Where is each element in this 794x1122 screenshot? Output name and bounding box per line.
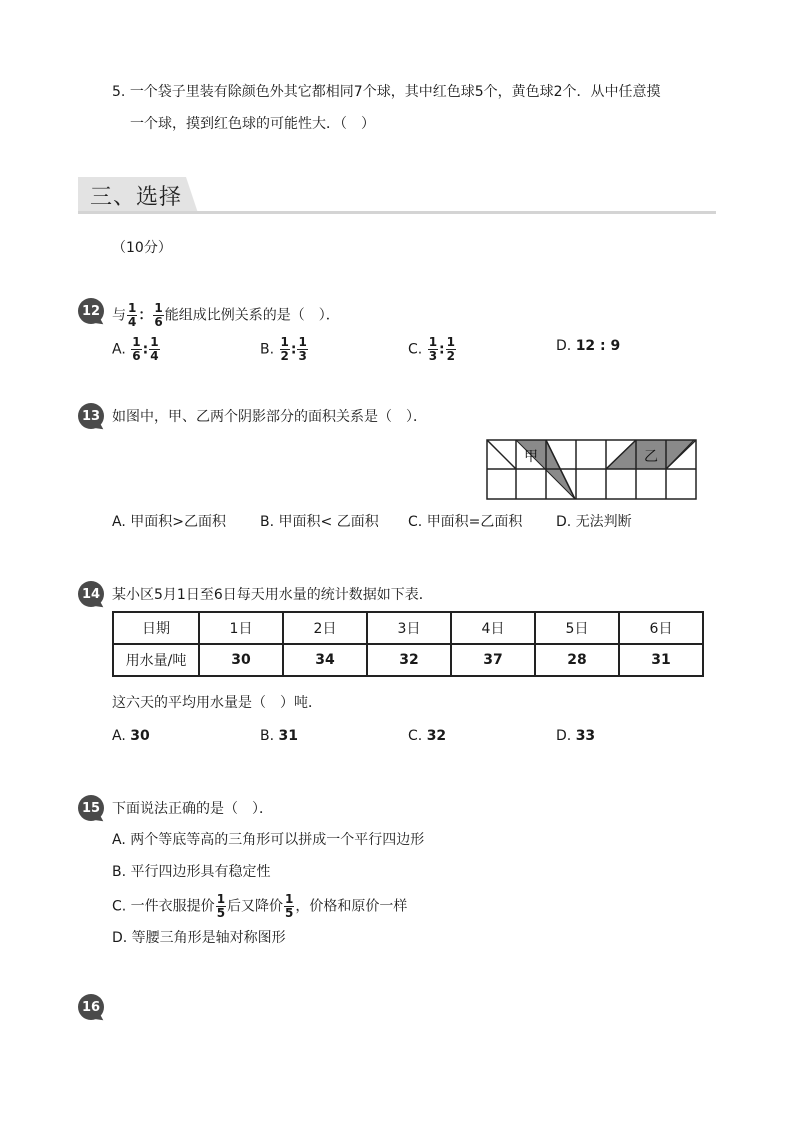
table-cell-date: 4日 bbox=[451, 612, 535, 644]
section-score: （10分） bbox=[112, 240, 172, 256]
table-cell-date: 2日 bbox=[283, 612, 367, 644]
section-header bbox=[78, 177, 716, 213]
table-cell-value: 28 bbox=[535, 644, 619, 676]
table-row-usage bbox=[113, 644, 703, 676]
q15-stem: 下面说法正确的是（ ）． bbox=[112, 801, 273, 817]
section-rule bbox=[78, 211, 716, 214]
table-cell-date: 3日 bbox=[367, 612, 451, 644]
label-jia: 甲 bbox=[524, 449, 538, 465]
q15-option-c[interactable]: C. 一件衣服提价 $\frac{1}{5}$ 后又降价 $\frac{1}{5}$ ，价格和原价一样 bbox=[112, 892, 408, 920]
table-cell-date: 1日 bbox=[199, 612, 283, 644]
table-cell-value: 31 bbox=[619, 644, 703, 676]
q14-option-c[interactable]: C. 32 bbox=[408, 728, 447, 744]
table-cell-value: 30 bbox=[199, 644, 283, 676]
q14-option-d[interactable]: D. 33 bbox=[556, 728, 596, 744]
q5-line2: 一个球，摸到红色球的可能性大．（ ） bbox=[130, 116, 375, 132]
q13-stem: 如图中，甲、乙两个阴影部分的面积关系是（ ）． bbox=[112, 409, 427, 425]
table-header-date: 日期 bbox=[113, 612, 199, 644]
q13-option-c[interactable]: C. 甲面积=乙面积 bbox=[408, 514, 523, 530]
q12-colon: ： bbox=[138, 307, 153, 324]
table-cell-date: 6日 bbox=[619, 612, 703, 644]
q12-stem-post: 能组成比例关系的是（ ）． bbox=[164, 307, 340, 324]
q12-stem-pre: 与 bbox=[112, 307, 126, 324]
q5-line1 bbox=[112, 82, 661, 102]
water-usage-table bbox=[112, 611, 704, 677]
q14-option-a[interactable]: A. 30 bbox=[112, 728, 150, 744]
q12-option-c[interactable]: C. $\frac{1}{3}$ : $\frac{1}{2}$ bbox=[408, 335, 456, 363]
q15-fraction-2: $\frac{1}{5}$ bbox=[285, 892, 294, 920]
q12-option-d[interactable]: D. 12 : 9 bbox=[556, 338, 621, 354]
table-header-usage: 用水量/吨 bbox=[113, 644, 199, 676]
q13-option-b[interactable]: B. 甲面积< 乙面积 bbox=[260, 514, 379, 530]
q13-badge: 13 bbox=[78, 403, 104, 429]
q12-stem bbox=[112, 302, 340, 329]
q15-fraction-1: $\frac{1}{5}$ bbox=[216, 892, 226, 920]
q16-badge: 16 bbox=[78, 994, 104, 1020]
q12-option-b[interactable]: B. $\frac{1}{2}$ : $\frac{1}{3}$ bbox=[260, 335, 307, 363]
table-cell-date: 5日 bbox=[535, 612, 619, 644]
q14-question: 这六天的平均用水量是（ ）吨． bbox=[112, 695, 322, 711]
q14-badge: 14 bbox=[78, 581, 104, 607]
table-row-dates bbox=[113, 612, 703, 644]
q12-fraction-1: $\frac{1}{4}$ bbox=[128, 301, 137, 329]
q5-number: 5. bbox=[112, 84, 126, 100]
q12-option-a[interactable]: A. $\frac{1}{6}$ : $\frac{1}{4}$ bbox=[112, 335, 159, 363]
section-title: 三、选择 bbox=[90, 185, 183, 210]
q15-badge: 15 bbox=[78, 795, 104, 821]
q5-text-line1: 一个袋子里装有除颜色外其它都相同7个球，其中红色球5个，黄色球2个．从中任意摸 bbox=[129, 84, 661, 100]
table-cell-value: 32 bbox=[367, 644, 451, 676]
label-yi: 乙 bbox=[644, 449, 658, 465]
q15-option-b[interactable]: B. 平行四边形具有稳定性 bbox=[112, 864, 271, 880]
q13-option-a[interactable]: A. 甲面积>乙面积 bbox=[112, 514, 226, 530]
q15-option-d[interactable]: D. 等腰三角形是轴对称图形 bbox=[112, 930, 286, 946]
table-cell-value: 37 bbox=[451, 644, 535, 676]
q15-option-a[interactable]: A. 两个等底等高的三角形可以拼成一个平行四边形 bbox=[112, 832, 425, 848]
q13-option-d[interactable]: D. 无法判断 bbox=[556, 514, 632, 530]
q14-option-b[interactable]: B. 31 bbox=[260, 728, 298, 744]
q12-badge: 12 bbox=[78, 298, 104, 324]
q12-fraction-2: $\frac{1}{6}$ bbox=[154, 301, 163, 329]
q13-grid-figure bbox=[486, 439, 698, 501]
q14-stem: 某小区5月1日至6日每天用水量的统计数据如下表． bbox=[112, 587, 433, 603]
table-cell-value: 34 bbox=[283, 644, 367, 676]
